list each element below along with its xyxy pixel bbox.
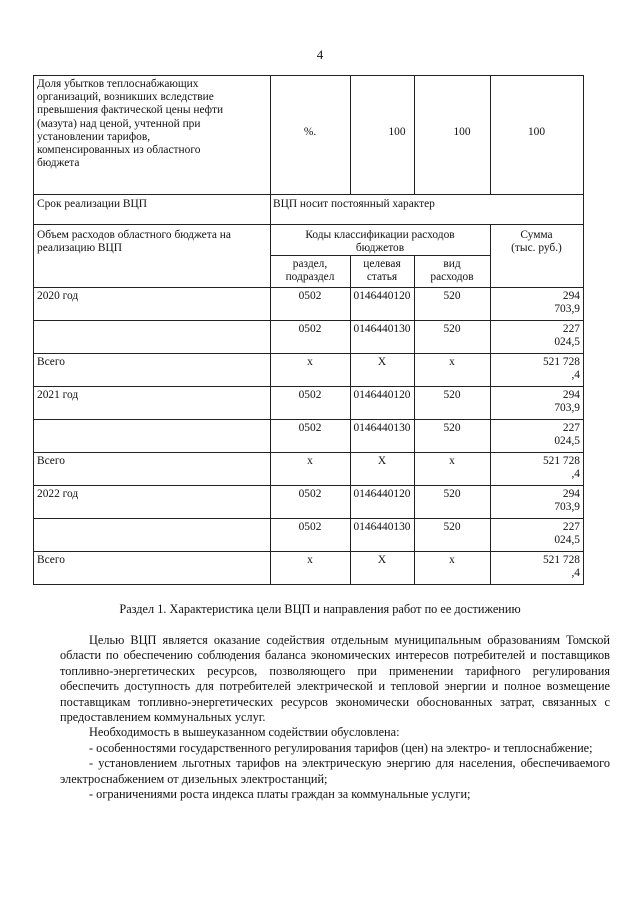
cell-sum: 227 [562, 422, 580, 434]
cell-sum: 703,9 [554, 501, 580, 514]
program-passport-table [33, 75, 583, 585]
year-label: 2021 год [37, 389, 79, 401]
total-label: Всего [37, 455, 65, 467]
table-rule [33, 353, 584, 354]
table-rule [33, 584, 584, 585]
cell-sum: 227 [562, 521, 580, 533]
total-sum: 521 728 [542, 554, 580, 566]
total-type: х [449, 455, 455, 467]
total-sum: ,4 [571, 567, 580, 580]
total-razdel: х [307, 455, 313, 467]
loss-share-unit: %. [303, 126, 317, 138]
total-razdel: х [307, 554, 313, 566]
codes-header: Коды классификации расходов [305, 229, 455, 241]
type-header: вид [443, 258, 461, 270]
loss-share-value-2020: 100 [388, 126, 406, 138]
table-rule [33, 224, 584, 225]
total-label: Всего [37, 554, 65, 566]
article-header: целевая [363, 258, 401, 270]
razdel-header: подраздел [285, 271, 335, 284]
loss-share-label: Доля убытков теплоснабжающих [37, 78, 199, 90]
table-rule [414, 75, 415, 195]
year-label: 2022 год [37, 488, 79, 500]
loss-share-label: компенсированных из областного [37, 144, 201, 156]
term-label: Срок реализации ВЦП [37, 198, 147, 210]
cell-article: 0146440130 [353, 422, 411, 434]
table-rule [33, 287, 584, 288]
cell-article: 0146440120 [353, 290, 411, 302]
paragraph-goal: Целью ВЦП является оказание содействия отдельным муниципальным образованиям Томской области по обеспечению соблюдения баланса экономических интересов потребителей и поставщиков топливно-энергетических ресурсов, позволяющего при применении тарифного регулирования обеспечить доступность для потребителей электрической и тепловой энергии и полное возмещение поставщикам топливно-энергетических ресурсов экономически обоснованных затрат, связанных с предоставлением коммунальных услуг. [60, 633, 610, 725]
cell-type: 520 [443, 323, 461, 335]
cell-type: 520 [443, 521, 461, 533]
table-rule [33, 518, 584, 519]
table-rule [33, 75, 34, 585]
cell-article: 0146440120 [353, 389, 411, 401]
total-article: Х [377, 455, 387, 467]
total-label: Всего [37, 356, 65, 368]
table-rule [33, 551, 584, 552]
table-rule [270, 255, 491, 256]
cell-sum: 227 [562, 323, 580, 335]
table-rule [583, 75, 584, 585]
table-rule [33, 194, 584, 195]
paragraph-bullet-limits: - ограничениями роста индекса платы граждан за коммунальные услуги; [89, 787, 471, 802]
cell-sum: 294 [562, 488, 580, 500]
type-header: расходов [430, 271, 474, 284]
total-sum: ,4 [571, 369, 580, 382]
cell-sum: 024,5 [554, 435, 580, 448]
loss-share-label: организаций, возникших вследствие [37, 91, 214, 104]
table-rule [33, 485, 584, 486]
cell-sum: 703,9 [554, 402, 580, 415]
razdel-header: раздел, [292, 258, 328, 270]
sum-header: (тыс. руб.) [511, 242, 562, 255]
cell-type: 520 [443, 389, 461, 401]
table-rule [270, 75, 271, 585]
table-rule [350, 75, 351, 195]
cell-sum: 294 [562, 389, 580, 401]
codes-header: бюджетов [355, 242, 405, 255]
year-label: 2020 год [37, 290, 79, 302]
table-rule [33, 75, 584, 76]
cell-sum: 294 [562, 290, 580, 302]
cell-razdel: 0502 [298, 488, 322, 500]
cell-sum: 024,5 [554, 336, 580, 349]
paragraph-necessity: Необходимость в вышеуказанном содействии обусловлена: [89, 725, 400, 740]
cell-article: 0146440120 [353, 488, 411, 500]
cell-article: 0146440130 [353, 521, 411, 533]
cell-type: 520 [443, 422, 461, 434]
cell-type: 520 [443, 488, 461, 500]
sum-header: Сумма [520, 229, 553, 241]
page-number: 4 [316, 47, 324, 62]
paragraph-bullet-tariffs: - установлением льготных тарифов на электрическую энергию для населения, обеспечиваемого электроснабжением от дизельных электростанций; [60, 756, 610, 786]
table-rule [33, 386, 584, 387]
cell-article: 0146440130 [353, 323, 411, 335]
cell-razdel: 0502 [298, 290, 322, 302]
loss-share-label: бюджета [37, 157, 80, 170]
section-title: Раздел 1. Характеристика цели ВЦП и направления работ по ее достижению [119, 602, 521, 616]
loss-share-value-2022: 100 [527, 126, 546, 138]
article-header: статья [366, 271, 398, 284]
cell-razdel: 0502 [298, 389, 322, 401]
table-rule [33, 452, 584, 453]
budget-label: реализацию ВЦП [37, 242, 122, 255]
table-rule [490, 224, 491, 585]
total-article: Х [377, 554, 387, 566]
total-razdel: х [307, 356, 313, 368]
total-sum: 521 728 [542, 455, 580, 467]
cell-razdel: 0502 [298, 323, 322, 335]
cell-razdel: 0502 [298, 422, 322, 434]
loss-share-label: (мазута) над ценой, учтенной при [37, 117, 201, 130]
total-type: х [449, 554, 455, 566]
loss-share-value-2021: 100 [453, 126, 471, 138]
section-body [60, 633, 610, 802]
table-rule [490, 75, 491, 195]
cell-type: 520 [443, 290, 461, 302]
cell-sum: 703,9 [554, 303, 580, 316]
table-rule [414, 255, 415, 585]
total-type: х [449, 356, 455, 368]
term-value: ВЦП носит постоянный характер [273, 198, 435, 210]
loss-share-label: превышения фактической цены нефти [37, 104, 224, 117]
table-rule [350, 255, 351, 585]
total-article: Х [377, 356, 387, 368]
table-rule [33, 320, 584, 321]
loss-share-label: установлении тарифов, [37, 130, 151, 143]
total-sum: 521 728 [542, 356, 580, 368]
cell-sum: 024,5 [554, 534, 580, 547]
budget-label: Объем расходов областного бюджета на [37, 229, 231, 241]
cell-razdel: 0502 [298, 521, 322, 533]
total-sum: ,4 [571, 468, 580, 481]
paragraph-bullet-regulation: - особенностями государственного регулирования тарифов (цен) на электро- и теплоснабжение; [89, 740, 593, 755]
table-rule [33, 419, 584, 420]
